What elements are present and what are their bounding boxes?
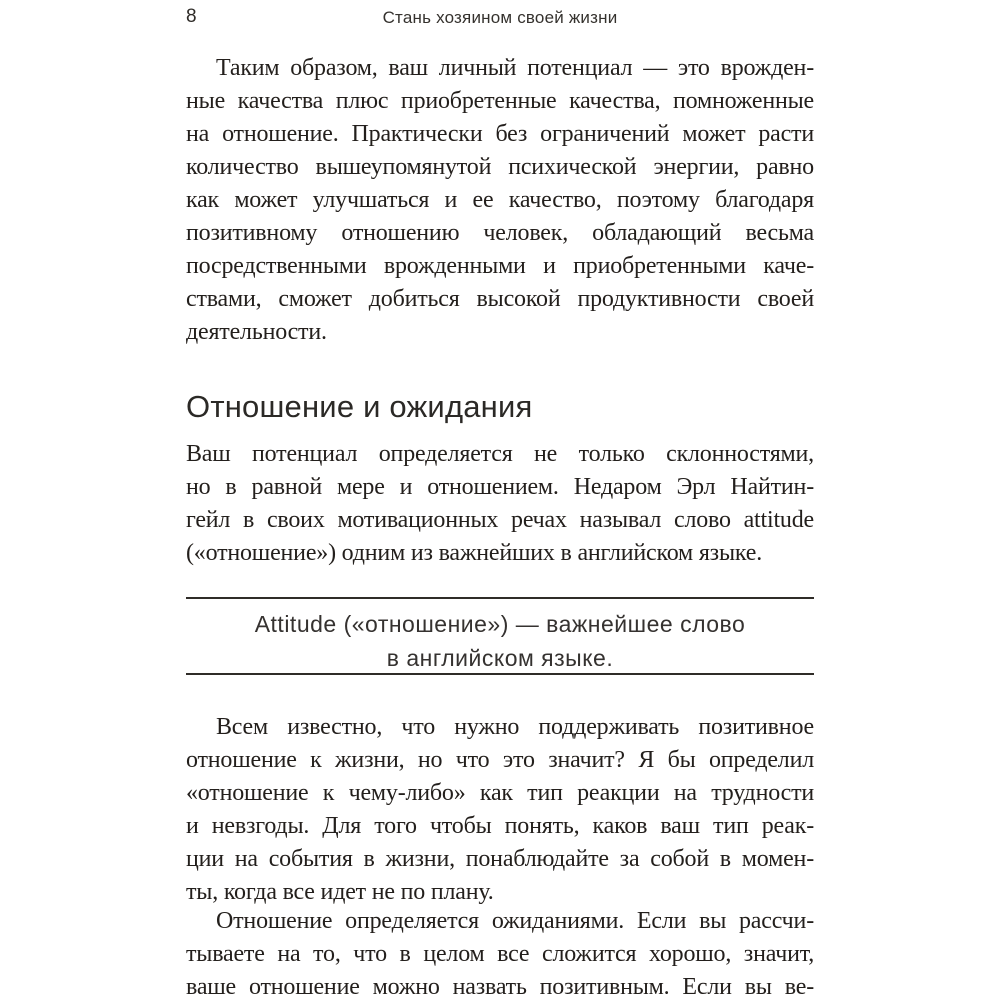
callout-line: в английском языке. bbox=[386, 645, 614, 671]
body-line: Отношение определяется ожиданиями. Если вы рассчи- bbox=[216, 908, 814, 934]
body-line: «отношение к чему-либо» как тип реакции на трудности bbox=[186, 780, 814, 806]
body-line: количество вышеупомянутой психической энергии, равно bbox=[186, 154, 814, 180]
body-line: но в равной мере и отношением. Недаром Эрл Найтин- bbox=[186, 474, 814, 500]
callout-line: Attitude («отношение») — важнейшее слово bbox=[254, 611, 746, 637]
body-line: ты, когда все идет не по плану. bbox=[186, 879, 494, 905]
section-heading: Отношение и ожидания bbox=[186, 389, 533, 424]
body-line: ствами, сможет добиться высокой продуктивности своей bbox=[186, 286, 814, 312]
body-line: и невзгоды. Для того чтобы понять, каков ваш тип реак- bbox=[186, 813, 814, 839]
body-line: Ваш потенциал определяется не только склонностями, bbox=[186, 441, 814, 467]
page-number: 8 bbox=[186, 6, 197, 27]
body-line: гейл в своих мотивационных речах называл слово attitude bbox=[186, 507, 814, 533]
body-line: на отношение. Практически без ограничений может расти bbox=[186, 121, 814, 147]
body-line: позитивному отношению человек, обладающий весьма bbox=[186, 220, 814, 246]
body-line: отношение к жизни, но что это значит? Я бы определил bbox=[186, 747, 814, 773]
body-line: как может улучшаться и ее качество, поэтому благодаря bbox=[186, 187, 814, 213]
body-line: ции на события в жизни, понаблюдайте за собой в момен- bbox=[186, 846, 814, 872]
callout-quote bbox=[186, 607, 814, 675]
running-title: Стань хозяином своей жизни bbox=[382, 8, 618, 27]
body-line: Таким образом, ваш личный потенциал — это врожден- bbox=[216, 55, 814, 81]
callout-rule-top bbox=[186, 597, 814, 599]
body-line: ваше отношение можно назвать позитивным. Если вы ве- bbox=[186, 974, 814, 1000]
body-line: Всем известно, что нужно поддерживать позитивное bbox=[216, 714, 814, 740]
paragraph-3 bbox=[186, 711, 814, 909]
body-line: («отношение») одним из важнейших в английском языке. bbox=[186, 540, 763, 566]
running-head bbox=[186, 6, 814, 28]
paragraph-4 bbox=[186, 905, 814, 1000]
body-line: посредственными врожденными и приобретенными каче- bbox=[186, 253, 814, 279]
body-line: ные качества плюс приобретенные качества, помноженные bbox=[186, 88, 814, 114]
body-line: тываете на то, что в целом все сложится хорошо, значит, bbox=[186, 941, 814, 967]
callout-rule-bottom bbox=[186, 673, 814, 675]
paragraph-1 bbox=[186, 52, 814, 349]
body-line: деятельности. bbox=[186, 319, 327, 345]
paragraph-2 bbox=[186, 438, 814, 570]
